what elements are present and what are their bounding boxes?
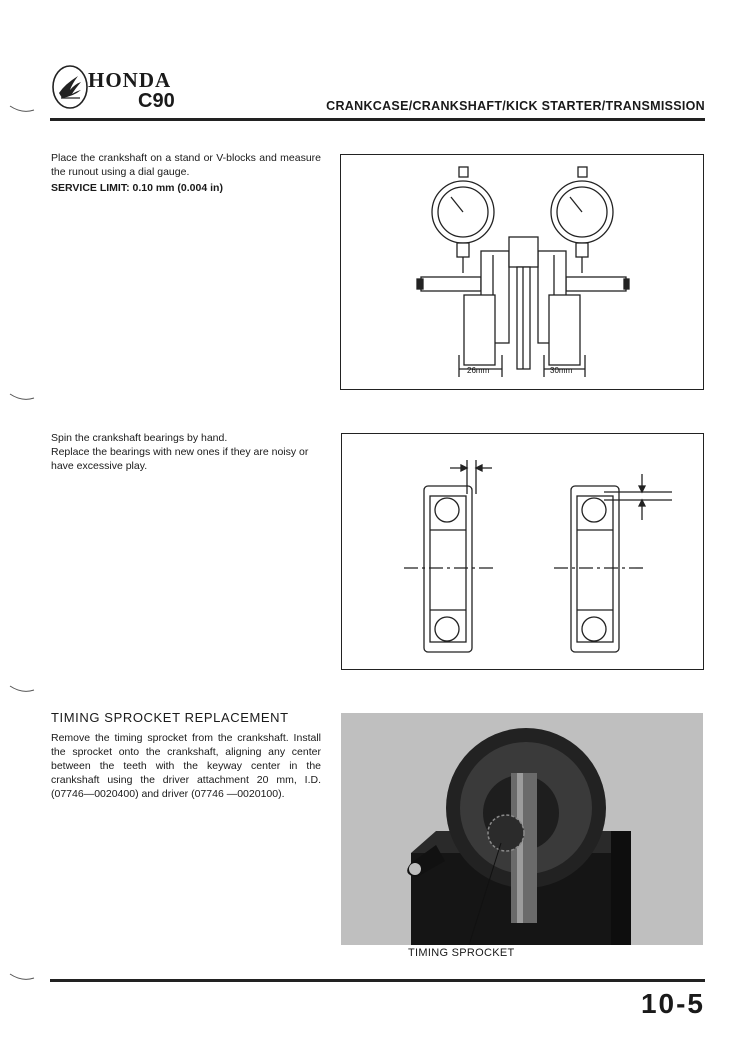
bearing-play-figure xyxy=(341,433,704,670)
timing-sprocket-instructions: Remove the timing sprocket from the crankshaft. Install the sprocket onto the crankshaft, aligning any center between the teeth with the keyway center in the crankshaft using the driver attachment 20 mm, I.D. (07746—0020400) and driver (07746 —0020100). xyxy=(51,732,321,800)
crankshaft-photo-illustration xyxy=(341,713,703,945)
honda-wing-logo-icon xyxy=(50,62,90,112)
bearing-instructions xyxy=(51,431,321,473)
margin-mark xyxy=(8,972,36,982)
timing-sprocket-photo xyxy=(341,713,703,945)
margin-mark xyxy=(8,684,36,694)
runout-text: Place the crankshaft on a stand or V-blocks and measure the runout using a dial gauge. xyxy=(51,152,321,178)
honda-logo xyxy=(50,62,90,112)
photo-caption: TIMING SPROCKET xyxy=(408,947,515,959)
bearing-text-1: Spin the crankshaft bearings by hand. xyxy=(51,432,228,444)
left-dimension-label: 26mm xyxy=(467,366,490,375)
service-limit: SERVICE LIMIT: 0.10 mm (0.004 in) xyxy=(51,182,223,194)
runout-instructions xyxy=(51,151,321,195)
crankshaft-runout-figure xyxy=(340,154,704,390)
right-dimension-label: 30mm xyxy=(550,366,573,375)
margin-mark xyxy=(8,104,36,114)
footer-rule xyxy=(50,979,705,982)
timing-sprocket-heading: TIMING SPROCKET REPLACEMENT xyxy=(51,710,289,725)
dial-gauge-diagram xyxy=(341,155,703,389)
bearing-cross-section-diagram xyxy=(342,434,703,669)
margin-mark xyxy=(8,392,36,402)
brand-name: HONDA xyxy=(88,68,172,92)
page-number: 10-5 xyxy=(640,988,705,1019)
header-rule xyxy=(50,118,705,121)
model-name: C90 xyxy=(138,90,175,112)
section-title: CRANKCASE/CRANKSHAFT/KICK STARTER/TRANSMISSION xyxy=(326,99,705,113)
bearing-text-2: Replace the bearings with new ones if they are noisy or have excessive play. xyxy=(51,446,309,472)
